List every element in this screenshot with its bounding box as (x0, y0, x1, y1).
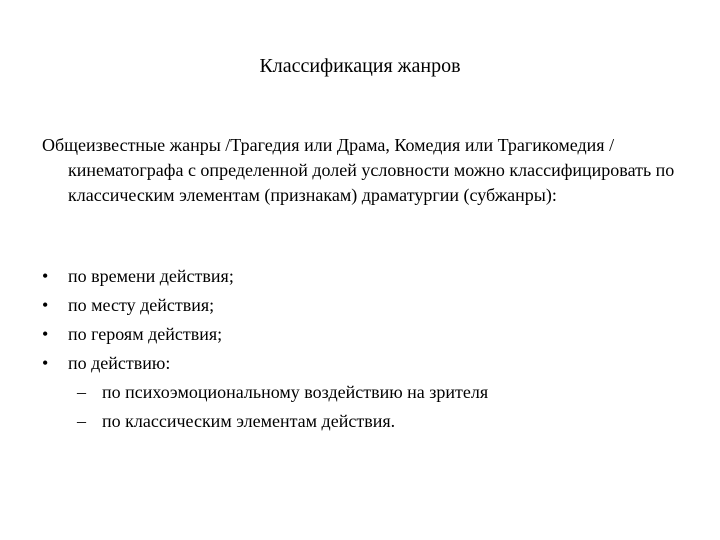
sublist-item-text: по классическим элементам действия. (102, 411, 396, 431)
list-item (42, 320, 682, 349)
list-item (42, 262, 682, 291)
list-item (42, 349, 682, 436)
sublist-item (68, 378, 682, 407)
slide-title (0, 53, 720, 79)
bullet-marker: • (42, 324, 49, 344)
sublist-item-text: по психоэмоциональному воздействию на зрителя (102, 382, 489, 402)
list-item-text: по героям действия; (68, 324, 223, 344)
list-item-text: по действию: (68, 353, 171, 373)
sublist-item (68, 407, 682, 436)
intro-text: Общеизвестные жанры /Трагедия или Драма, Комедия или Трагикомедия / кинематографа с определенной долей условности можно классифицировать по классическим элементам (признакам) драматургии (субжанры): (42, 135, 675, 205)
intro-paragraph (42, 133, 682, 208)
bullet-marker: • (42, 266, 49, 286)
action-sublist (68, 378, 682, 436)
bullet-marker: • (42, 295, 49, 315)
list-item (42, 291, 682, 320)
bullet-marker: • (42, 353, 49, 373)
dash-marker: – (77, 382, 86, 402)
dash-marker: – (77, 411, 86, 431)
list-item-text: по месту действия; (68, 295, 215, 315)
slide-title-text: Классификация жанров (259, 55, 461, 77)
list-item-text: по времени действия; (68, 266, 234, 286)
subgenre-list (42, 262, 682, 436)
